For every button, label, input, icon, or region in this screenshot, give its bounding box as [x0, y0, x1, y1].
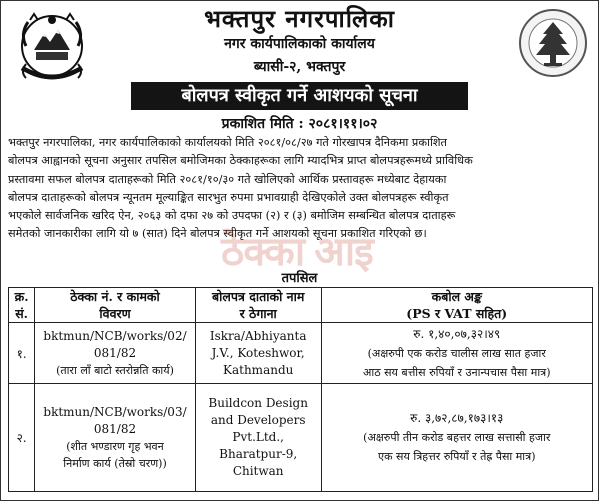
row-sn: १. [9, 323, 35, 384]
municipality-name: भक्तपुर नगरपालिका [204, 4, 395, 33]
bidder-line: Pvt.Ltd., [232, 430, 284, 444]
header-sn [9, 288, 35, 323]
notice-line: बोलपत्र दाताहरूको बोलपत्र न्यूनतम मूल्याङ्कित सारभुत रुपमा प्रभावग्राही देखिएकोले उक्त बोलपत्रहरू स्वीकृत [8, 190, 449, 204]
contract-line: 081/82 [93, 421, 137, 436]
notice-line: प्रस्तावमा सफल बोलपत्र दाताहरूको मिति २०८१/१०/३० गते खोलिएको आर्थिक प्रस्तावहरू मध्येबाट देहायका [8, 172, 447, 186]
table-row [9, 384, 593, 492]
bidder-line: Kathmandu [223, 362, 294, 377]
row-amount [321, 323, 592, 384]
header-text: (PS र VAT सहित) [406, 306, 508, 321]
contract-line: 081/82 [93, 345, 137, 360]
table-row [9, 323, 593, 384]
amount-words: आठ सय बत्तीस रुपियाँ र उनान्पचास पैसा मात्र) [362, 365, 551, 379]
office-name: नगर कार्यपालिकाको कार्यालय [224, 36, 375, 52]
header-text: बोलपत्र दाताको नाम [212, 289, 305, 304]
bidder-line: J.V., Koteshwor, [211, 345, 305, 360]
header-bidder [195, 288, 321, 323]
header-text: र ठेगाना [239, 306, 277, 321]
bidder-line: Iskra/Abhiyanta [209, 328, 307, 343]
schedule-title: तपसिल [281, 271, 318, 286]
publish-date: प्रकाशित मिति : २०८१।११।०२ [221, 116, 378, 132]
header-amount [321, 288, 592, 323]
row-bidder [195, 323, 321, 384]
row-sn: २. [9, 384, 35, 492]
header-text: कबोल अङ्क [431, 289, 482, 304]
row-contract [35, 323, 196, 384]
office-address: ब्यासी-२, भक्तपुर [253, 59, 346, 75]
bidder-line: Bharatpur-9, [219, 447, 298, 461]
header-text: विवरण [99, 306, 131, 321]
notice-line: भएकोले सार्वजनिक खरिद ऐन, २०६३ को दफा २७ को उपदफा (२) र (३) बमोजिम सम्बन्धित बोलपत्र दाताहरू [8, 209, 456, 223]
award-table [8, 287, 593, 492]
notice-line: समेतको जानकारीका लागि यो ७ (सात) दिने बोलपत्र स्वीकृत गर्ने आशयको सूचना प्रकाशित गरिएको छ। [8, 227, 427, 241]
bidder-line: Chitwan [232, 464, 284, 478]
row-contract [35, 384, 196, 492]
row-bidder [195, 384, 321, 492]
contract-line: (शीत भण्डारण गृह भवन [66, 439, 164, 453]
amount-words: (अक्षरुपी तीन करोड बहत्तर लाख सत्तासी हजार [363, 431, 551, 444]
amount-figure: रु. ३,७२,८७,१७३।१३ [410, 411, 504, 425]
notice-line: भक्तपुर नगरपालिका, नगर कार्यपालिकाको कार्यालयको मिति २०८१/०८/२७ गते गोरखापत्र दैनिकमा प्रकाशित [8, 136, 447, 149]
header-text: ठेक्का नं. र कामको [70, 289, 160, 304]
contract-line: (तारा लाँ बाटो स्तरोन्नति कार्य) [56, 363, 174, 377]
contract-line: bktmun/NCB/works/02/ [43, 328, 187, 343]
amount-figure: रु. १,४०,०७,३२।४९ [413, 326, 501, 341]
bidder-line: and Developers [210, 413, 306, 427]
notice-line: बोलपत्र आह्वानको सूचना अनुसार तपसिल बमोजिमका ठेक्काहरूका लागि म्यादभित्र प्राप्त बोलपत्रहरूमध्ये प्राविधिक [8, 154, 473, 168]
header-text: क्र. [14, 289, 29, 304]
amount-words: एक सय त्रिहत्तर रुपियाँ र तेह्र पैसा मात्र) [378, 450, 536, 463]
header-text: सं. [15, 306, 28, 321]
bidder-line: Buildcon Design [208, 396, 308, 410]
notice-title-banner: बोलपत्र स्वीकृत गर्ने आशयको सूचना [131, 82, 468, 110]
row-amount [321, 384, 592, 492]
watermark-text: ठेक्का आइ [221, 230, 373, 274]
contract-line: bktmun/NCB/works/03/ [43, 404, 187, 419]
table-header-row [9, 288, 593, 323]
header-contract [35, 288, 196, 323]
amount-words: (अक्षरुपी एक करोड चालीस लाख सात हजार [367, 346, 546, 360]
contract-line: निर्माण कार्य (तेस्रो चरण)) [63, 456, 167, 470]
